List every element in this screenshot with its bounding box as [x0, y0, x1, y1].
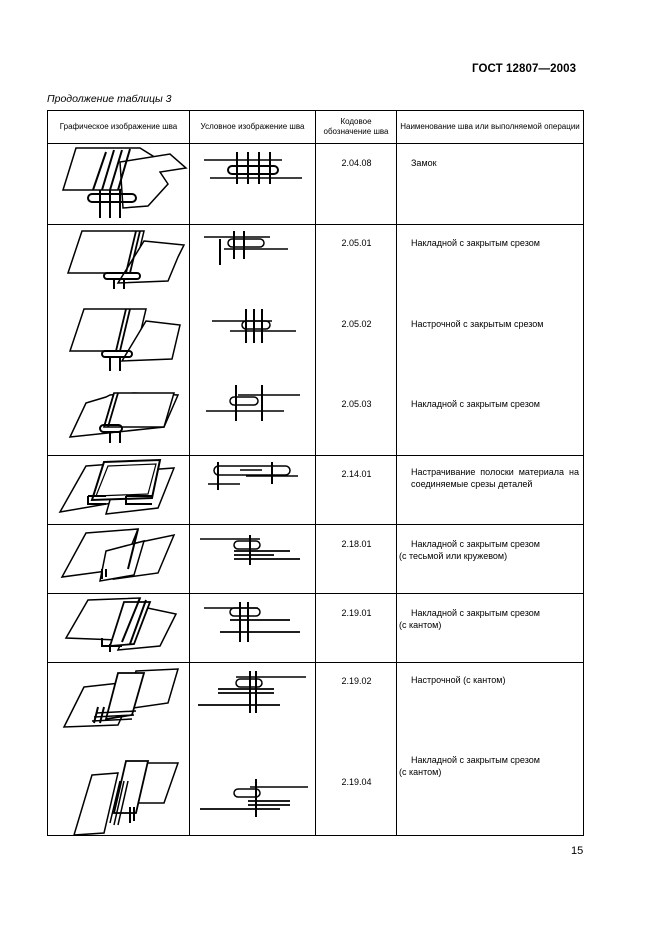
column-header-code: Кодовое обозначение шва	[316, 111, 397, 144]
seam-graphic-cell	[48, 525, 190, 594]
seam-name-cell	[397, 525, 584, 594]
seam-symbol-cell	[190, 663, 316, 836]
column-header-name: Наименование шва или выполняемой операции	[397, 111, 584, 144]
seam-name-cell	[397, 456, 584, 525]
seam-symbol-cell	[190, 525, 316, 594]
seam-code: 2.05.03	[341, 399, 372, 409]
seam-code: 2.05.02	[341, 319, 372, 329]
seam-symbol-image	[190, 144, 316, 225]
seam-name-cell	[397, 594, 584, 663]
seam-code-cell	[316, 144, 397, 225]
seam-graphic-image	[48, 144, 190, 225]
table-header-row	[48, 111, 584, 144]
seam-symbol-image	[190, 456, 316, 525]
seam-name-note: (с кантом)	[399, 620, 442, 630]
seam-name: Настрочной (с кантом)	[411, 675, 506, 685]
seam-graphic-image	[48, 663, 190, 836]
seam-code: 2.14.01	[341, 469, 372, 479]
seam-graphic-image	[48, 525, 190, 594]
seam-graphic-cell	[48, 144, 190, 225]
table-row	[48, 225, 584, 456]
seam-symbol-image	[190, 663, 316, 836]
table-row	[48, 525, 584, 594]
seam-code: 2.04.08	[341, 158, 372, 168]
seam-code: 2.18.01	[341, 539, 372, 549]
table-row	[48, 594, 584, 663]
seam-code-cell	[316, 594, 397, 663]
seam-symbol-cell	[190, 456, 316, 525]
seam-name-note: (с кантом)	[399, 767, 442, 777]
column-header-graphic: Графическое изображение шва	[48, 111, 190, 144]
seam-code-cell	[316, 663, 397, 836]
seam-graphic-cell	[48, 225, 190, 456]
seam-symbol-cell	[190, 594, 316, 663]
seam-name: Накладной с закрытым срезом	[411, 608, 540, 618]
seam-symbol-image	[190, 594, 316, 663]
seam-code-cell	[316, 456, 397, 525]
seam-graphic-image	[48, 456, 190, 525]
seam-graphic-cell	[48, 456, 190, 525]
seam-name: Настрочной с закрытым срезом	[411, 319, 544, 329]
seam-name: Замок	[411, 158, 437, 168]
seam-name: Настрачивание полоски материала на соединяемые срезы деталей	[411, 467, 579, 489]
seam-symbol-image	[190, 225, 316, 456]
table-row	[48, 456, 584, 525]
seam-name: Накладной с закрытым срезом	[411, 238, 540, 248]
seam-name-cell	[397, 663, 584, 836]
table-row	[48, 144, 584, 225]
seam-name: Накладной с закрытым срезом	[411, 755, 540, 765]
seam-table	[47, 110, 584, 836]
seam-code-cell	[316, 525, 397, 594]
seam-code: 2.19.02	[341, 676, 372, 686]
seam-name-note: (с тесьмой или кружевом)	[399, 551, 508, 561]
seam-symbol-cell	[190, 144, 316, 225]
seam-name: Накладной с закрытым срезом	[411, 539, 540, 549]
column-header-symbol: Условное изображение шва	[190, 111, 316, 144]
seam-code: 2.19.01	[341, 608, 372, 618]
seam-graphic-image	[48, 594, 190, 663]
table-row	[48, 663, 584, 836]
seam-graphic-cell	[48, 594, 190, 663]
seam-code-cell	[316, 225, 397, 456]
seam-name: Накладной с закрытым срезом	[411, 399, 540, 409]
seam-symbol-cell	[190, 225, 316, 456]
seam-graphic-cell	[48, 663, 190, 836]
seam-symbol-image	[190, 525, 316, 594]
standard-designation: ГОСТ 12807—2003	[472, 63, 577, 75]
seam-code: 2.19.04	[341, 777, 372, 787]
seam-name-cell	[397, 225, 584, 456]
seam-code: 2.05.01	[341, 238, 372, 248]
table-continuation-caption: Продолжение таблицы 3	[47, 93, 172, 105]
seam-name-cell	[397, 144, 584, 225]
page-number: 15	[571, 845, 584, 857]
seam-graphic-image	[48, 225, 190, 456]
